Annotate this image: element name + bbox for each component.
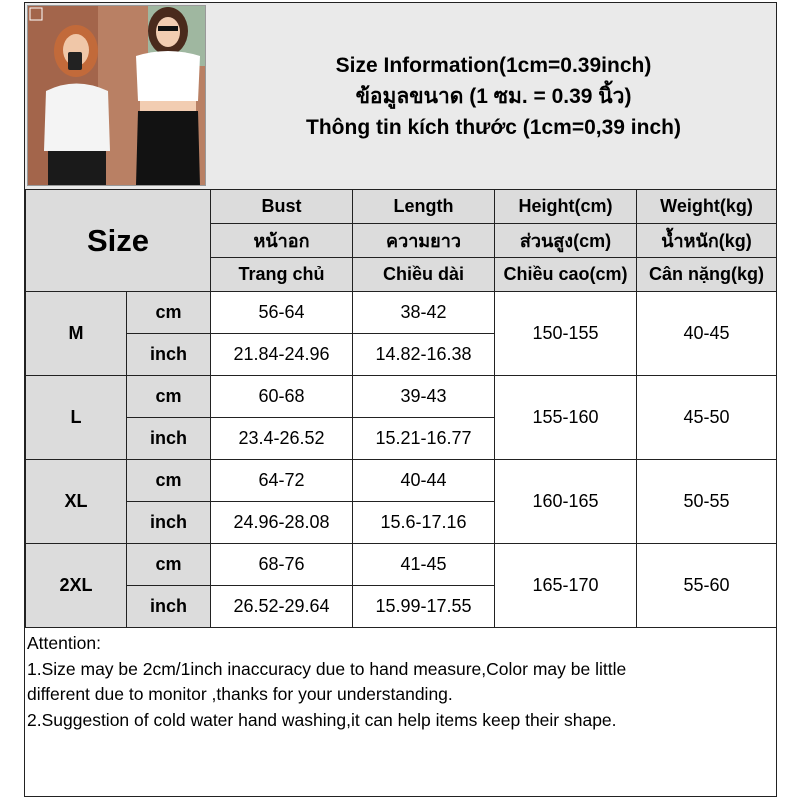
column-weight-vi: Cân nặng(kg): [637, 258, 777, 292]
weight-xl: 50-55: [637, 460, 777, 544]
column-height-vi: Chiều cao(cm): [495, 258, 637, 292]
column-weight-th: น้ำหนัก(kg): [637, 224, 777, 258]
table-row: [26, 544, 777, 586]
model-photo-illustration: [28, 6, 205, 185]
bust-inch-xl: 24.96-28.08: [211, 502, 353, 544]
column-bust-en: Bust: [211, 190, 353, 224]
attention-note-1a: 1.Size may be 2cm/1inch inaccuracy due to hand measure,Color may be little: [27, 658, 627, 679]
header: [25, 3, 776, 190]
size-table: [25, 189, 777, 628]
unit-cm: cm: [127, 292, 211, 334]
table-row: [26, 292, 777, 334]
table-row: [26, 376, 777, 418]
column-height-th: ส่วนสูง(cm): [495, 224, 637, 258]
column-bust-vi: Trang chủ: [211, 258, 353, 292]
column-length-en: Length: [353, 190, 495, 224]
unit-cm: cm: [127, 460, 211, 502]
size-label-xl: XL: [26, 460, 127, 544]
unit-inch: inch: [127, 418, 211, 460]
unit-inch: inch: [127, 586, 211, 628]
bust-inch-l: 23.4-26.52: [211, 418, 353, 460]
size-label-l: L: [26, 376, 127, 460]
bust-cm-m: 56-64: [211, 292, 353, 334]
unit-cm: cm: [127, 376, 211, 418]
size-information-title: [211, 3, 776, 189]
column-weight-en: Weight(kg): [637, 190, 777, 224]
height-m: 150-155: [495, 292, 637, 376]
product-photo: [27, 5, 206, 186]
table-row: [26, 460, 777, 502]
length-inch-2xl: 15.99-17.55: [353, 586, 495, 628]
weight-m: 40-45: [637, 292, 777, 376]
column-length-vi: Chiều dài: [353, 258, 495, 292]
size-label-2xl: 2XL: [26, 544, 127, 628]
height-l: 155-160: [495, 376, 637, 460]
info-line-english: Size Information(1cm=0.39inch): [335, 53, 652, 77]
attention-note-2: 2.Suggestion of cold water hand washing,it can help items keep their shape.: [27, 709, 617, 730]
length-cm-l: 39-43: [353, 376, 495, 418]
height-xl: 160-165: [495, 460, 637, 544]
length-inch-l: 15.21-16.77: [353, 418, 495, 460]
length-inch-xl: 15.6-17.16: [353, 502, 495, 544]
size-header: Size: [26, 190, 211, 292]
bust-cm-l: 60-68: [211, 376, 353, 418]
column-length-th: ความยาว: [353, 224, 495, 258]
column-bust-th: หน้าอก: [211, 224, 353, 258]
bust-cm-2xl: 68-76: [211, 544, 353, 586]
size-label-m: M: [26, 292, 127, 376]
bust-inch-m: 21.84-24.96: [211, 334, 353, 376]
size-chart-frame: [24, 2, 777, 797]
weight-2xl: 55-60: [637, 544, 777, 628]
length-inch-m: 14.82-16.38: [353, 334, 495, 376]
length-cm-m: 38-42: [353, 292, 495, 334]
length-cm-xl: 40-44: [353, 460, 495, 502]
bust-cm-xl: 64-72: [211, 460, 353, 502]
weight-l: 45-50: [637, 376, 777, 460]
unit-cm: cm: [127, 544, 211, 586]
info-line-vietnamese: Thông tin kích thước (1cm=0,39 inch): [306, 115, 681, 139]
length-cm-2xl: 41-45: [353, 544, 495, 586]
unit-inch: inch: [127, 334, 211, 376]
info-line-thai: ข้อมูลขนาด (1 ซม. = 0.39 นิ้ว): [355, 84, 632, 108]
unit-inch: inch: [127, 502, 211, 544]
attention-notes: [27, 631, 772, 733]
attention-title: Attention:: [27, 633, 101, 653]
attention-note-1b: different due to monitor ,thanks for your understanding.: [27, 684, 453, 704]
column-height-en: Height(cm): [495, 190, 637, 224]
bust-inch-2xl: 26.52-29.64: [211, 586, 353, 628]
height-2xl: 165-170: [495, 544, 637, 628]
